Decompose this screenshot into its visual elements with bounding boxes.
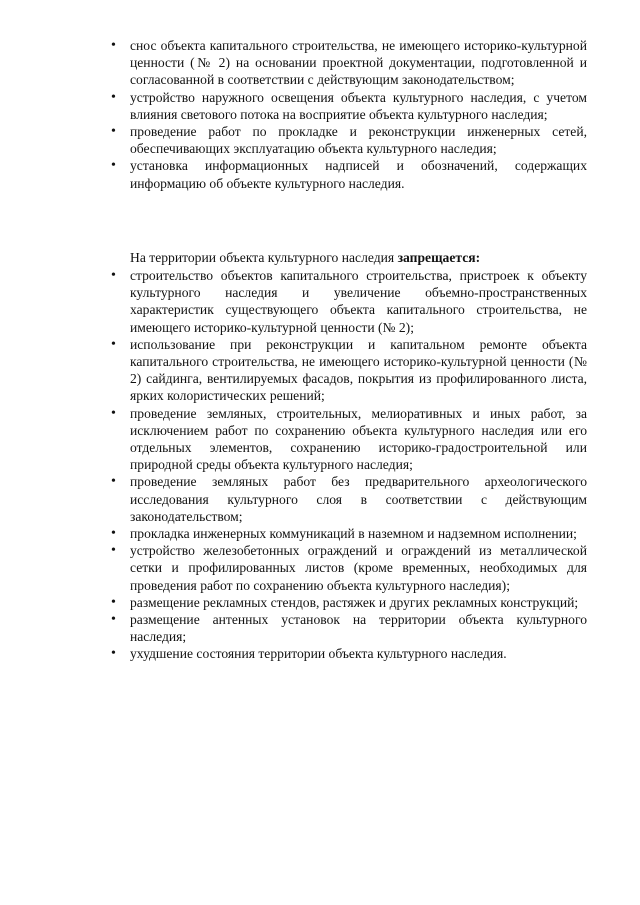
list-item: • устройство железобетонных ограждений и ограждений из металлической сетки и профилированных листов (кроме временных, необходимых для проведения работ по сохранению объекта культурного наследия); [111,542,587,594]
forbidden-intro-paragraph [130,249,587,266]
list-item: • проведение работ по прокладке и реконструкции инженерных сетей, обеспечивающих эксплуатацию объекта культурного наследия; [111,123,587,157]
list-item: • установка информационных надписей и обозначений, содержащих информацию об объекте культурного наследия. [111,157,587,191]
list-item: • снос объекта капитального строительства, не имеющего историко-культурной ценности (№ 2) на основании проектной документации, подготовленной и согласованной в соответствии с действующим законодательством; [111,37,587,89]
allowed-works-list [111,37,587,192]
list-item: • прокладка инженерных коммуникаций в наземном и надземном исполнении; [111,525,587,542]
list-item: • проведение земляных, строительных, мелиоративных и иных работ, за исключением работ по сохранению объекта культурного наследия или его отдельных элементов, сохранению историко-градостроительной или природной среды объекта культурного наследия; [111,405,587,474]
forbidden-works-list [111,267,587,663]
list-item: • проведение земляных работ без предварительного археологического исследования культурного слоя в соответствии с действующим законодательством; [111,473,587,525]
list-item: • размещение рекламных стендов, растяжек и других рекламных конструкций; [111,594,587,611]
intro-emphasis: запрещается: [397,250,481,265]
list-item: • устройство наружного освещения объекта культурного наследия, с учетом влияния светового потока на восприятие объекта культурного наследия; [111,89,587,123]
intro-text: На территории объекта культурного наследия [130,250,398,265]
list-item: • использование при реконструкции и капитальном ремонте объекта капитального строительства, не имеющего историко-культурной ценности (№ 2) сайдинга, вентилируемых фасадов, покрытия из профилированного листа, ярких колористических решений; [111,336,587,405]
list-item: • ухудшение состояния территории объекта культурного наследия. [111,645,587,662]
list-item: • размещение антенных установок на территории объекта культурного наследия; [111,611,587,645]
list-item: • строительство объектов капитального строительства, пристроек к объекту культурного наследия и увеличение объемно-пространственных характеристик существующего объекта капитального строительства, не имеющего историко-культурной ценности (№ 2); [111,267,587,336]
